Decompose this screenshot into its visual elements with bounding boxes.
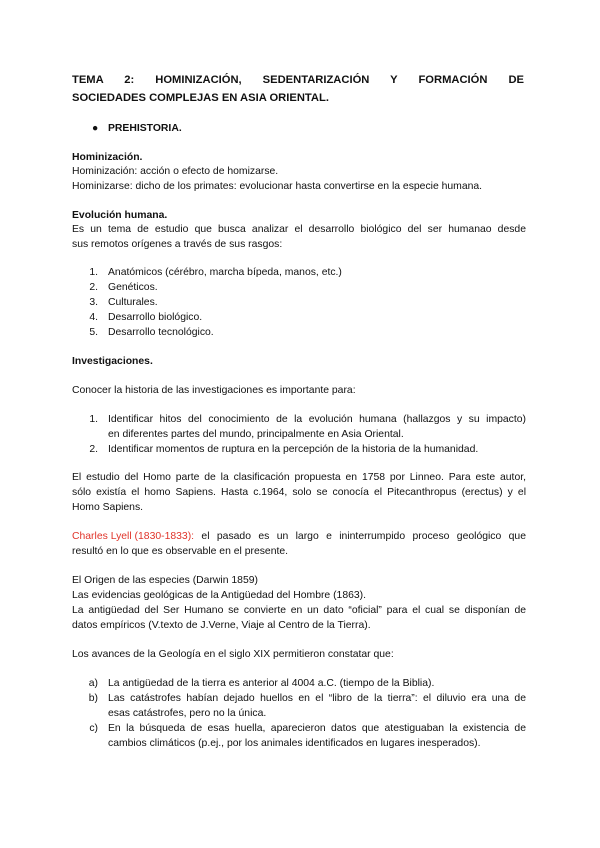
list-item-continuation: cambios climáticos (p.ej., por los animales identificados en lugares inesperados).	[108, 738, 481, 749]
darwin-line: El Origen de las especies (Darwin 1859)	[72, 575, 258, 586]
lyell-paragraph-line-2: resultó en lo que es observable en el presente.	[72, 546, 289, 557]
hominizacion-definition-2: Hominizarse: dicho de los primates: evolucionar hasta convertirse en la especie humana.	[72, 181, 483, 192]
list-item: Identificar hitos del conocimiento de la evolución humana (hallazgos y su impacto)	[108, 414, 526, 425]
geologia-intro: Los avances de la Geología en el siglo XIX permitieron constatar que:	[72, 649, 394, 660]
linneo-paragraph-line-1: El estudio del Homo parte de la clasificación propuesta en 1758 por Linneo. Para este autor,	[72, 472, 526, 483]
linneo-paragraph-line-3: Homo Sapiens.	[72, 502, 144, 513]
lyell-name: Charles Lyell (1830-1833):	[72, 531, 195, 542]
section-heading: PREHISTORIA.	[108, 123, 182, 134]
list-item-continuation: esas catástrofes, pero no la única.	[108, 708, 267, 719]
list-item: Desarrollo biológico.	[108, 312, 203, 323]
list-item-number: 1.	[89, 267, 98, 278]
list-item: Genéticos.	[108, 282, 158, 293]
list-item-number: 5.	[89, 327, 98, 338]
antiguedad-line-2: datos empíricos (V.texto de J.Verne, Viaje al Centro de la Tierra).	[72, 620, 371, 631]
evidencias-line: Las evidencias geológicas de la Antigüedad del Hombre (1863).	[72, 590, 367, 601]
list-item-number: 2.	[89, 444, 98, 455]
list-item-letter: a)	[88, 678, 98, 689]
evolucion-heading: Evolución humana.	[72, 210, 168, 221]
list-item: Las catástrofes habían dejado huellos en el “libro de la tierra”: el diluvio era una de	[108, 693, 526, 704]
investigaciones-heading: Investigaciones.	[72, 356, 153, 367]
list-item-number: 4.	[89, 312, 98, 323]
document-title-line-2: SOCIEDADES COMPLEJAS EN ASIA ORIENTAL.	[72, 92, 329, 104]
linneo-paragraph-line-2: sólo existía el homo Sapiens. Hasta c.1964, solo se conocía el Pitecanthropus (erectus) y el	[72, 487, 526, 498]
list-item: Anatómicos (cérébro, marcha bípeda, manos, etc.)	[108, 267, 342, 278]
list-item-continuation: en diferentes partes del mundo, principalmente en Asia Oriental.	[108, 429, 404, 440]
evolucion-intro-line-1: Es un tema de estudio que busca analizar el desarrollo biológico del ser humanao desde	[72, 224, 526, 235]
list-item: La antigüedad de la tierra es anterior al 4004 a.C. (tiempo de la Biblia).	[108, 678, 435, 689]
hominizacion-heading: Hominización.	[72, 152, 143, 163]
list-item-number: 3.	[89, 297, 98, 308]
list-item: Identificar momentos de ruptura en la percepción de la historia de la humanidad.	[108, 444, 479, 455]
list-item-number: 1.	[89, 414, 98, 425]
list-item: En la búsqueda de esas huella, aparecieron datos que atestiguaban la existencia de	[108, 723, 526, 734]
hominizacion-definition-1: Hominización: acción o efecto de homizarse.	[72, 166, 279, 177]
list-item-letter: b)	[88, 693, 98, 704]
list-item: Culturales.	[108, 297, 158, 308]
lyell-paragraph-line-1	[72, 529, 526, 544]
lyell-text: el pasado es un largo e ininterrumpido proceso geológico que	[194, 531, 526, 542]
section-bullet-icon: ●	[92, 123, 99, 134]
evolucion-intro-line-2: sus remotos orígenes a través de sus rasgos:	[72, 239, 283, 250]
document-title-line-1: TEMA 2: HOMINIZACIÓN, SEDENTARIZACIÓN Y FORMACIÓN DE	[72, 74, 524, 86]
list-item-letter: c)	[89, 723, 98, 734]
antiguedad-line-1: La antigüedad del Ser Humano se convierte en un dato “oficial” para el cual se disponían de	[72, 605, 526, 616]
list-item-number: 2.	[89, 282, 98, 293]
investigaciones-intro: Conocer la historia de las investigaciones es importante para:	[72, 385, 356, 396]
list-item: Desarrollo tecnológico.	[108, 327, 214, 338]
